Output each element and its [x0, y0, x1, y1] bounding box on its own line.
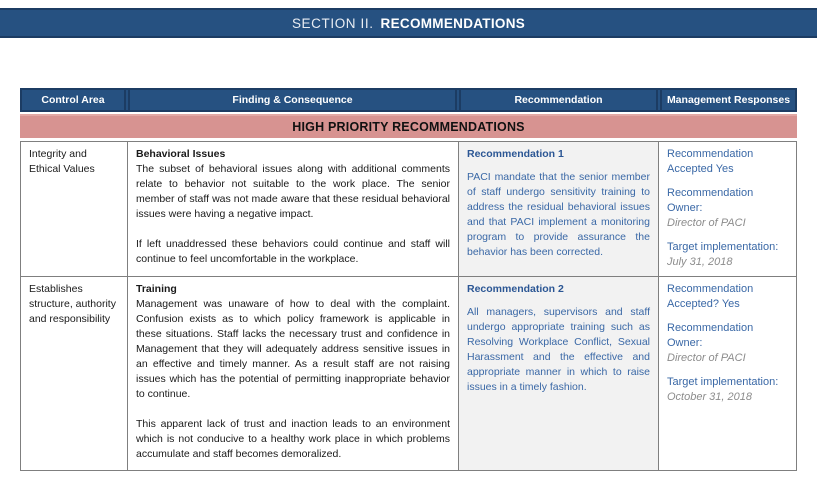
recommendation-title: Recommendation 2 [467, 283, 564, 295]
table-row [21, 142, 796, 276]
table-header-row [20, 88, 797, 112]
finding-title: Training [136, 283, 177, 295]
recommendation-owner [667, 186, 788, 231]
recommendation-owner [667, 321, 788, 366]
management-responses-cell [659, 277, 796, 470]
management-responses-cell [659, 142, 796, 276]
finding-paragraph: This apparent lack of trust and inaction leads to an environment which is not conducive to a healthy work place in which problems accumulate and staff becomes demoralized. [136, 418, 450, 460]
target-label: Target implementation: [667, 241, 779, 253]
column-header-control-area: Control Area [20, 90, 126, 110]
recommendation-title: Recommendation 1 [467, 148, 564, 160]
recommendation-cell [459, 277, 659, 470]
high-priority-banner: HIGH PRIORITY RECOMMENDATIONS [20, 114, 797, 138]
column-header-management-responses: Management Responses [660, 90, 797, 110]
recommendation-text: All managers, supervisors and staff undergo appropriate training such as Resolving Workplace Conflict, Sexual Harassment and the effective and appropriate manner in which to raise issues in a timely fashion. [467, 306, 650, 393]
target-label: Target implementation: [667, 376, 779, 388]
target-value: October 31, 2018 [667, 391, 753, 403]
control-area-cell: Integrity and Ethical Values [21, 142, 128, 276]
owner-label: Recommendation Owner: [667, 187, 754, 214]
owner-value: Director of PACI [667, 217, 746, 229]
recommendation-text: PACI mandate that the senior member of staff undergo sensitivity training to address the residual behavioral issues and that PACI implement a monitoring program to provide assurance the behavior has been corrected. [467, 171, 650, 258]
finding-consequence-cell [128, 277, 459, 470]
target-implementation [667, 375, 788, 405]
recommendations-table [20, 88, 797, 471]
column-header-finding-consequence: Finding & Consequence [128, 90, 457, 110]
column-header-recommendation: Recommendation [459, 90, 658, 110]
section-number: SECTION II. [291, 15, 374, 31]
recommendation-accepted: Recommendation Accepted? Yes [667, 283, 754, 310]
finding-paragraph: The subset of behavioral issues along with additional comments relate to behavior not suitable to the work place. The senior member of staff was not made aware that these residual behavioral issues were having a negative impact. [136, 163, 450, 220]
recommendation-accepted: Recommendation Accepted Yes [667, 148, 754, 175]
finding-title: Behavioral Issues [136, 148, 226, 160]
table-body [20, 141, 797, 471]
owner-label: Recommendation Owner: [667, 322, 754, 349]
finding-paragraph: If left unaddressed these behaviors could continue and staff will continue to feel uncomfortable in the workplace. [136, 238, 450, 265]
finding-consequence-cell [128, 142, 459, 276]
document-page [0, 8, 817, 496]
section-title-bar [0, 8, 817, 38]
target-value: July 31, 2018 [667, 256, 733, 268]
recommendation-cell [459, 142, 659, 276]
owner-value: Director of PACI [667, 352, 746, 364]
control-area-cell: Establishes structure, authority and responsibility [21, 277, 128, 470]
target-implementation [667, 240, 788, 270]
finding-paragraph: Management was unaware of how to deal with the complaint. Confusion exists as to which policy framework is applicable in these situations. Staff lacks the necessary trust and confidence in Management that they will adequately address sensitive issues in an effective and timely manner. As a result staff are not raising issues which has the potential of permitting inappropriate behavior to continue. [136, 298, 450, 400]
table-row [21, 276, 796, 470]
section-title: RECOMMENDATIONS [380, 15, 526, 31]
